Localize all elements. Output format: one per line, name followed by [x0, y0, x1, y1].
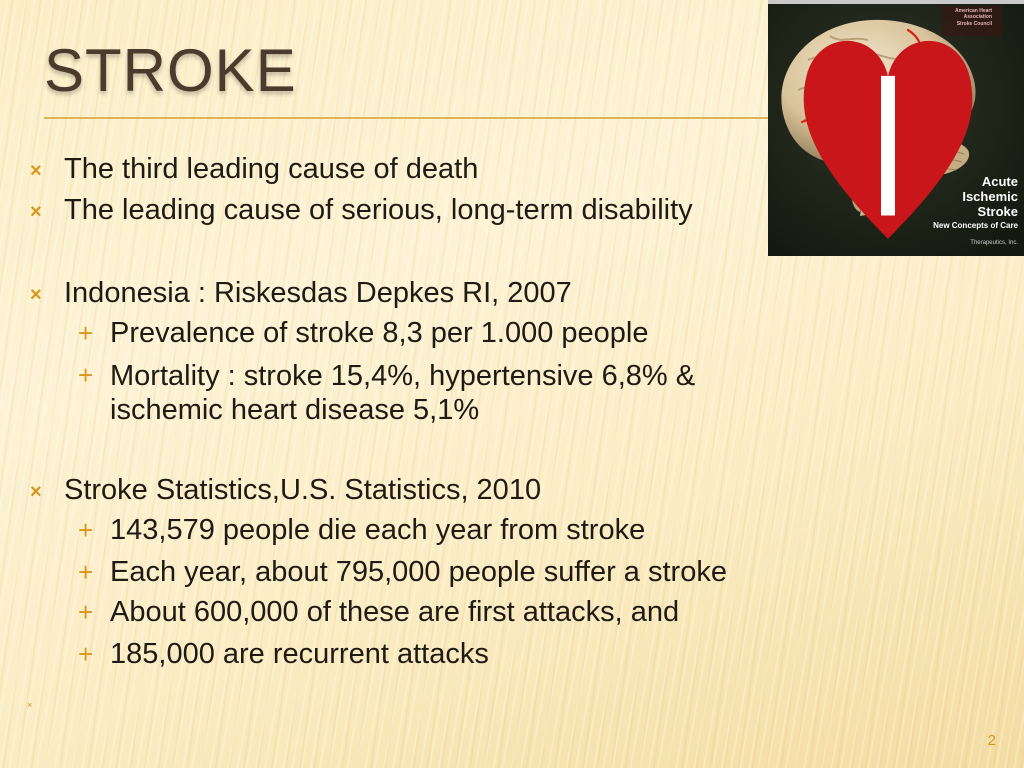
x-mark-icon: × [30, 284, 42, 306]
brain-book-cover-image [768, 0, 1024, 256]
x-mark-icon: × [30, 481, 42, 503]
plus-icon: + [78, 557, 94, 587]
cover-title-line3: Stroke [977, 204, 1018, 219]
cover-title-line1: Acute [981, 174, 1018, 189]
plus-icon: + [78, 639, 94, 669]
cover-publisher-header: American Heart Association Stroke Council [955, 8, 992, 27]
subbullet-mortality: Mortality : stroke 15,4%, hypertensive 6,8% & ischemic heart disease 5,1% [110, 360, 696, 426]
bullet-indonesia: Indonesia : Riskesdas Depkes RI, 2007 [64, 277, 572, 309]
x-mark-icon: × [30, 160, 42, 182]
slide-title: STROKE [44, 37, 297, 104]
subbullet-recurrent-attacks: 185,000 are recurrent attacks [110, 638, 489, 670]
plus-icon: + [78, 597, 94, 627]
subbullet-strokes-per-year: Each year, about 795,000 people suffer a stroke [110, 556, 727, 588]
page-number: 2 [987, 732, 996, 749]
plus-icon: + [78, 515, 94, 545]
subbullet-deaths-per-year: 143,579 people die each year from stroke [110, 514, 646, 546]
cover-publisher: Therapeutics, Inc. [970, 240, 1018, 246]
subbullet-prevalence: Prevalence of stroke 8,3 per 1.000 people [110, 317, 649, 349]
subbullet-first-attacks: About 600,000 of these are first attacks, and [110, 596, 680, 628]
x-mark-icon: × [30, 201, 42, 223]
bullet-third-leading-cause: The third leading cause of death [64, 153, 479, 185]
plus-icon: + [78, 318, 94, 348]
cover-title-line2: Ischemic [962, 189, 1018, 204]
x-mark-icon: × [27, 700, 33, 710]
title-divider [44, 117, 768, 119]
cover-subtitle: New Concepts of Care [933, 221, 1018, 230]
bullet-us-statistics: Stroke Statistics,U.S. Statistics, 2010 [64, 474, 542, 506]
plus-icon: + [78, 360, 94, 390]
bullet-long-term-disability: The leading cause of serious, long-term disability [64, 194, 693, 226]
